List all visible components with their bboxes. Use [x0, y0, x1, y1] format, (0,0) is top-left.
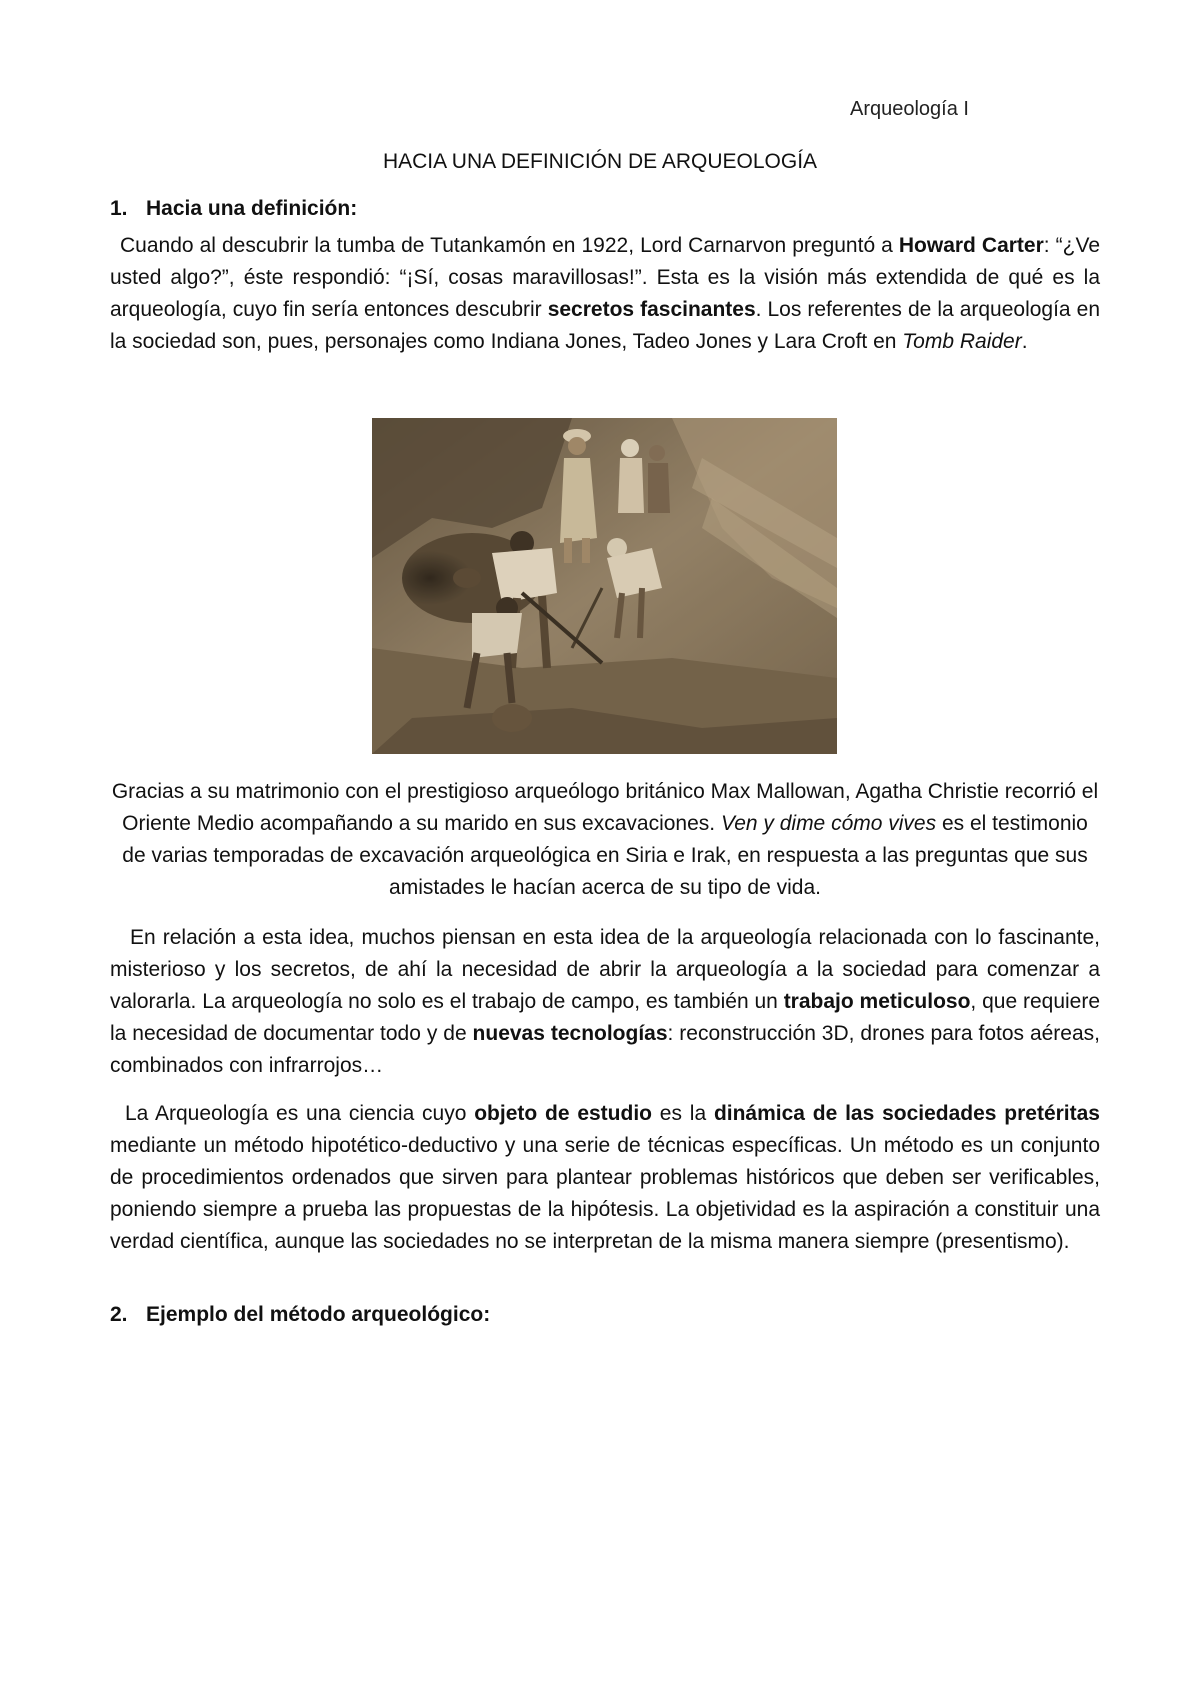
paragraph-technology — [110, 922, 1100, 1082]
course-header: Arqueología I — [850, 98, 969, 120]
paragraph-definition — [110, 1098, 1100, 1258]
photo-caption — [110, 776, 1100, 904]
section-heading-2 — [110, 1303, 490, 1327]
paragraph-intro — [110, 230, 1100, 358]
text-run: Cuando al descubrir la tumba de Tutankamón en 1922, Lord Carnarvon preguntó a — [120, 234, 899, 257]
text-run: , que requiere la necesidad de documentar todo y de — [110, 990, 1101, 1045]
italic-run: Tomb Raider — [902, 330, 1022, 353]
text-run: : reconstrucción 3D, drones para fotos aéreas, combinados con infrarrojos… — [110, 1022, 1100, 1077]
text-run: : “¿Ve usted algo?”, éste respondió: “¡Sí, cosas maravillosas!”. Esta es la visión más extendida de qué es la arqueología, cuyo fin sería entonces descubrir — [110, 234, 1100, 321]
section-title: Hacia una definición: — [146, 197, 358, 220]
bold-run: Howard Carter — [898, 234, 1044, 257]
bold-run: objeto de estudio — [474, 1102, 652, 1125]
excavation-photo — [372, 418, 837, 754]
bold-run: dinámica de las sociedades pretéritas — [713, 1102, 1100, 1125]
italic-run: Ven y dime cómo vives — [720, 812, 937, 835]
text-run: En relación a esta idea, muchos piensan en esta idea de la arqueología relacionada con lo fascinante, misterioso y los secretos, de ahí la necesidad de abrir la arqueología a la sociedad para comenzar a valorarla. La arqueología no solo es el trabajo de campo, es también un — [110, 926, 1100, 1013]
text-run: es el testimonio de varias temporadas de excavación arqueológica en Siria e Irak, en respuesta a las preguntas que sus amistades le hacían acerca de su tipo de vida. — [122, 812, 1088, 899]
section-heading-1 — [110, 197, 357, 221]
bold-run: secretos fascinantes — [547, 298, 756, 321]
bold-run: nuevas tecnologías — [472, 1022, 668, 1045]
text-run: es la — [652, 1102, 714, 1125]
text-run: Gracias a su matrimonio con el prestigioso arqueólogo británico Max Mallowan, Agatha Christie recorrió el Oriente Medio acompañando a su marido en sus excavaciones. — [111, 780, 1099, 835]
page-title: HACIA UNA DEFINICIÓN DE ARQUEOLOGÍA — [382, 150, 818, 173]
bold-run: trabajo meticuloso — [783, 990, 971, 1013]
text-run: . Los referentes de la arqueología en la sociedad son, pues, personajes como Indiana Jones, Tadeo Jones y Lara Croft en — [110, 298, 1100, 353]
section-title: Ejemplo del método arqueológico: — [146, 1303, 491, 1326]
text-run: . — [1021, 330, 1028, 353]
section-number: 1. — [110, 197, 128, 220]
section-number: 2. — [110, 1303, 128, 1326]
text-run: mediante un método hipotético-deductivo y una serie de técnicas específicas. Un método es un conjunto de procedimientos ordenados que sirven para plantear problemas históricos que deben ser verificables, poniendo siempre a prueba las propuestas de la hipótesis. La objetividad es la aspiración a constituir una verdad científica, aunque las sociedades no se interpretan de la misma manera siempre (presentismo). — [110, 1134, 1100, 1253]
text-run: La Arqueología es una ciencia cuyo — [125, 1102, 475, 1125]
